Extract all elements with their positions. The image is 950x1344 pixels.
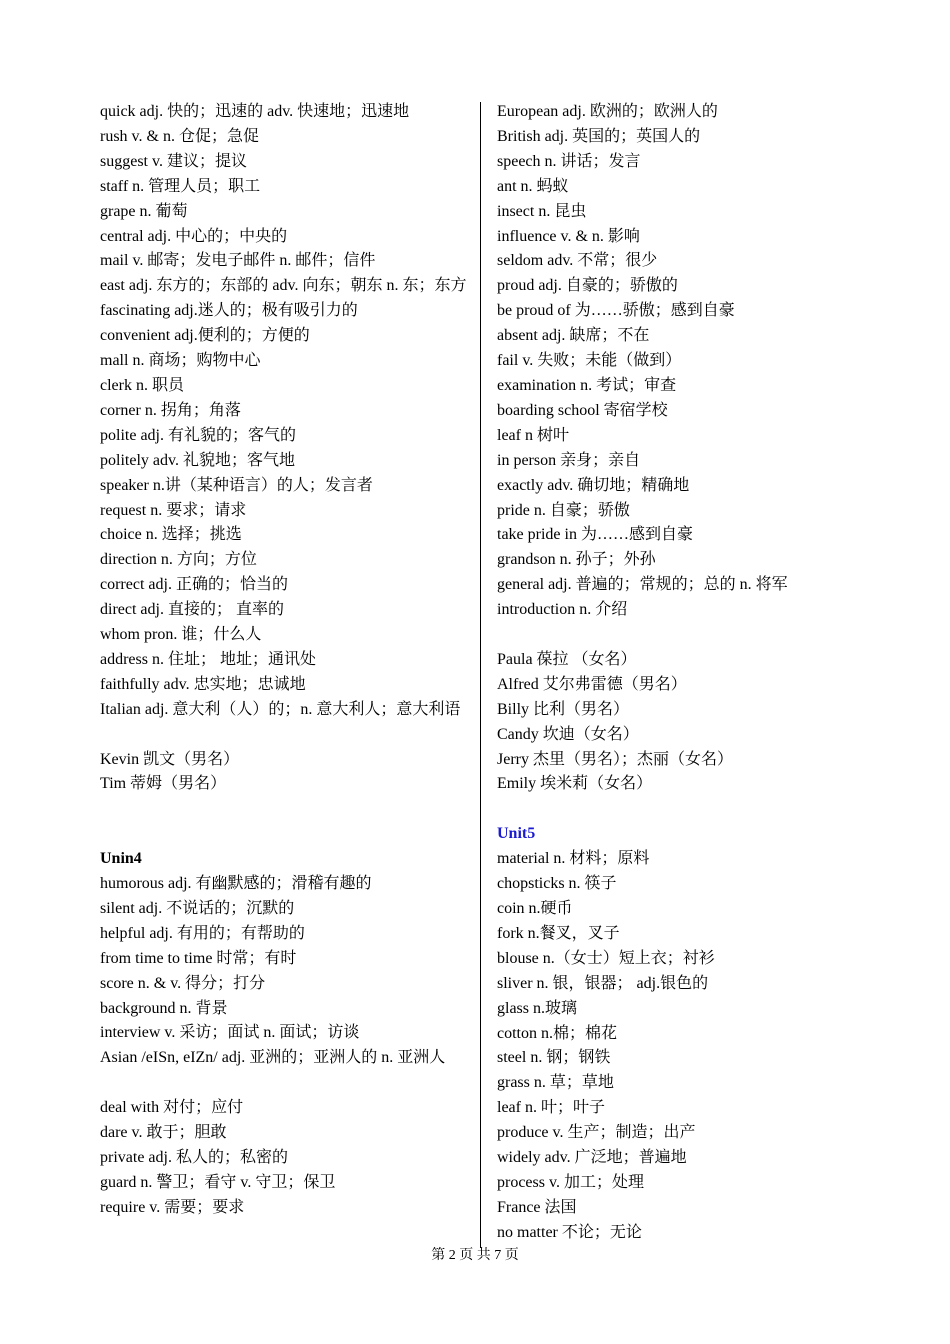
- vocab-entry: leaf n 树叶: [497, 426, 569, 444]
- vocab-entry: Kevin 凯文（男名）: [100, 750, 240, 768]
- vocab-entry: request n. 要求；请求: [100, 501, 247, 519]
- vocab-entry: quick adj. 快的；迅速的 adv. 快速地；迅速地: [100, 103, 410, 120]
- vocab-entry: Asian /eISn, eIZn/ adj. 亚洲的；亚洲人的 n. 亚洲人: [100, 1049, 446, 1067]
- vocab-entry: suggest v. 建议；提议: [100, 152, 247, 170]
- vocab-entry: whom pron. 谁；什么人: [100, 626, 262, 644]
- vocab-entry: introduction n. 介绍: [497, 601, 628, 619]
- vocab-entry: Emily 埃米莉（女名）: [497, 775, 653, 793]
- vocab-entry: rush v. & n. 仓促；急促: [100, 127, 259, 145]
- vocab-entry: produce v. 生产；制造；出产: [497, 1124, 696, 1142]
- vocab-entry: absent adj. 缺席；不在: [497, 327, 650, 345]
- vocab-entry: Jerry 杰里（男名）；杰丽（女名）: [497, 750, 733, 768]
- vocab-entry: clerk n. 职员: [100, 376, 184, 394]
- vocab-entry: exactly adv. 确切地；精确地: [497, 476, 690, 494]
- vocab-entry: Italian adj. 意大利（人）的；n. 意大利人；意大利语: [100, 700, 461, 718]
- vocab-entry: correct adj. 正确的；恰当的: [100, 576, 288, 594]
- vocab-entry: central adj. 中心的；中央的: [100, 227, 288, 245]
- blank-line: [100, 1071, 470, 1096]
- blank-line: [100, 822, 470, 847]
- vocab-entry: fascinating adj.迷人的；极有吸引力的: [100, 302, 358, 320]
- vocab-entry: mail v. 邮寄；发电子邮件 n. 邮件；信件: [100, 252, 376, 270]
- vocab-entry: blouse n.（女士）短上衣；衬衫: [497, 949, 715, 967]
- vocab-entry: grandson n. 孙子；外孙: [497, 551, 656, 569]
- vocab-entry: grass n. 草；草地: [497, 1074, 614, 1092]
- blank-line: [497, 623, 867, 648]
- vocab-entry: convenient adj.便利的；方便的: [100, 327, 310, 345]
- vocab-entry: British adj. 英国的；英国人的: [497, 127, 701, 145]
- vocab-entry: mall n. 商场；购物中心: [100, 352, 261, 370]
- vocab-entry: Paula 葆拉 （女名）: [497, 650, 637, 668]
- vocab-entry: cotton n.棉；棉花: [497, 1024, 617, 1042]
- vocab-entry: direct adj. 直接的； 直率的: [100, 601, 284, 619]
- vocab-entry: seldom adv. 不常；很少: [497, 252, 658, 270]
- vocab-entry: guard n. 警卫；看守 v. 守卫；保卫: [100, 1173, 336, 1191]
- right-column: [497, 100, 867, 1246]
- vocab-entry: insect n. 昆虫: [497, 202, 587, 220]
- blank-line: [100, 797, 470, 822]
- left-column: [100, 100, 470, 1221]
- vocab-entry: glass n.玻璃: [497, 999, 578, 1017]
- vocab-entry: Alfred 艾尔弗雷德（男名）: [497, 675, 687, 693]
- vocab-entry: score n. & v. 得分；打分: [100, 974, 266, 992]
- page-footer: 第 2 页 共 7 页: [431, 1248, 519, 1263]
- vocab-entry: background n. 背景: [100, 999, 228, 1017]
- vocab-entry: Billy 比利（男名）: [497, 700, 630, 718]
- vocab-entry: no matter 不论；无论: [497, 1223, 642, 1241]
- vocab-entry: require v. 需要；要求: [100, 1198, 245, 1216]
- vocab-entry: ant n. 蚂蚁: [497, 177, 569, 195]
- vocab-entry: private adj. 私人的；私密的: [100, 1149, 288, 1166]
- vocab-entry: silent adj. 不说话的；沉默的: [100, 899, 295, 917]
- vocab-entry: in person 亲身；亲自: [497, 451, 641, 469]
- unit-heading: Unin4: [100, 850, 142, 868]
- vocab-entry: process v. 加工；处理: [497, 1173, 644, 1191]
- vocab-entry: chopsticks n. 筷子: [497, 875, 617, 893]
- vocab-entry: fail v. 失败；未能（做到）: [497, 352, 682, 370]
- vocab-entry: France 法国: [497, 1198, 577, 1216]
- vocab-entry: steel n. 钢；钢铁: [497, 1049, 611, 1067]
- vocab-entry: sliver n. 银，银器； adj.银色的: [497, 974, 709, 992]
- blank-line: [100, 723, 470, 748]
- vocab-entry: speech n. 讲话；发言: [497, 152, 641, 170]
- vocab-entry: take pride in 为……感到自豪: [497, 526, 693, 544]
- vocab-entry: humorous adj. 有幽默感的；滑稽有趣的: [100, 875, 372, 893]
- vocab-entry: interview v. 采访；面试 n. 面试；访谈: [100, 1024, 360, 1042]
- vocab-entry: corner n. 拐角；角落: [100, 401, 241, 419]
- vocab-entry: address n. 住址； 地址；通讯处: [100, 650, 316, 668]
- vocab-entry: widely adv. 广泛地；普遍地: [497, 1149, 687, 1167]
- vocab-entry: staff n. 管理人员；职工: [100, 177, 261, 195]
- blank-line: [497, 797, 867, 822]
- vocab-entry: from time to time 时常；有时: [100, 949, 297, 967]
- vocab-entry: Candy 坎迪（女名）: [497, 725, 639, 743]
- vocab-entry: leaf n. 叶；叶子: [497, 1099, 605, 1117]
- vocab-entry: grape n. 葡萄: [100, 202, 188, 220]
- vocab-entry: polite adj. 有礼貌的；客气的: [100, 426, 296, 444]
- vocab-entry: coin n.硬币: [497, 899, 573, 917]
- vocab-entry: Tim 蒂姆（男名）: [100, 775, 227, 793]
- vocab-entry: boarding school 寄宿学校: [497, 401, 668, 419]
- vocab-entry: dare v. 敢于；胆敢: [100, 1124, 227, 1142]
- vocab-entry: pride n. 自豪；骄傲: [497, 501, 630, 519]
- vocab-entry: direction n. 方向；方位: [100, 551, 257, 569]
- vocab-entry: helpful adj. 有用的；有帮助的: [100, 924, 305, 942]
- vocab-entry: proud adj. 自豪的；骄傲的: [497, 277, 678, 295]
- vocab-entry: speaker n.讲（某种语言）的人；发言者: [100, 476, 373, 494]
- vocab-entry: politely adv. 礼貌地；客气地: [100, 451, 295, 469]
- vocab-entry: deal with 对付；应付: [100, 1099, 244, 1117]
- vocab-entry: be proud of 为……骄傲；感到自豪: [497, 302, 735, 320]
- column-divider: [480, 102, 481, 1248]
- vocab-entry: choice n. 选择；挑选: [100, 526, 242, 544]
- vocab-entry: influence v. & n. 影响: [497, 227, 640, 245]
- vocab-entry: east adj. 东方的；东部的 adv. 向东；朝东 n. 东；东方: [100, 277, 467, 295]
- vocab-entry: material n. 材料；原料: [497, 850, 650, 868]
- vocab-entry: general adj. 普遍的；常规的；总的 n. 将军: [497, 576, 788, 594]
- vocab-entry: fork n.餐叉，叉子: [497, 924, 620, 942]
- vocab-entry: European adj. 欧洲的；欧洲人的: [497, 103, 718, 120]
- unit-heading: Unit5: [497, 825, 536, 843]
- vocab-entry: examination n. 考试；审查: [497, 376, 677, 394]
- vocab-entry: faithfully adv. 忠实地；忠诚地: [100, 675, 306, 693]
